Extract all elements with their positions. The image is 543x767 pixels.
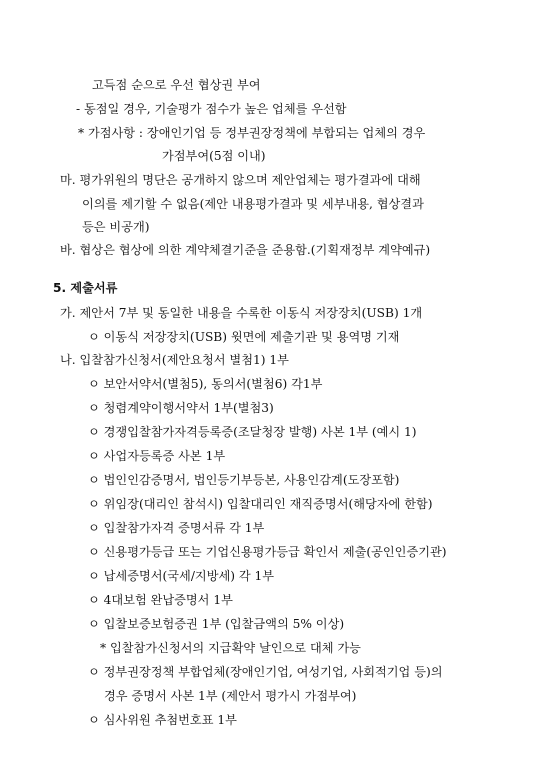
text-line: 고득점 순으로 우선 협상권 부여 <box>92 78 261 92</box>
text-line: 마. 평가위원의 명단은 공개하지 않으며 제안업체는 평가결과에 대해 <box>60 173 421 187</box>
text-line: 경우 증명서 사본 1부 (제안서 평가시 가점부여) <box>104 689 357 703</box>
list-item: ㅇ 청렴계약이행서약서 1부(별첨3) <box>88 401 274 415</box>
list-item: ㅇ 납세증명서(국세/지방세) 각 1부 <box>88 569 275 583</box>
list-item: ㅇ 위임장(대리인 참석시) 입찰대리인 재직증명서(해당자에 한함) <box>88 497 433 511</box>
list-item: ㅇ 입찰보증보험증권 1부 (입찰금액의 5% 이상) <box>88 617 345 631</box>
note-line: * 입찰참가신청서의 지급확약 날인으로 대체 가능 <box>100 641 361 655</box>
section-title: 5. 제출서류 <box>53 281 118 295</box>
list-item: ㅇ 경쟁입찰참가자격등록증(조달청장 발행) 사본 1부 (예시 1) <box>88 425 417 439</box>
text-line: 등은 비공개) <box>82 220 150 234</box>
list-item: ㅇ 사업자등록증 사본 1부 <box>88 449 226 463</box>
text-line: 나. 입찰참가신청서(제안요청서 별첨1) 1부 <box>60 353 289 367</box>
list-item: ㅇ 정부권장정책 부합업체(장애인기업, 여성기업, 사회적기업 등)의 <box>88 665 443 679</box>
list-item: ㅇ 이동식 저장장치(USB) 윗면에 제출기관 및 용역명 기재 <box>88 330 400 344</box>
list-item: ㅇ 신용평가등급 또는 기업신용평가등급 확인서 제출(공인인증기관) <box>88 545 447 559</box>
text-line: 이의를 제기할 수 없음(제안 내용평가결과 및 세부내용, 협상결과 <box>82 197 424 211</box>
text-line: * 가점사항 : 장애인기업 등 정부권장정책에 부합되는 업체의 경우 <box>78 126 426 140</box>
text-line: 가점부여(5점 이내) <box>162 149 266 163</box>
list-item: ㅇ 심사위원 추첨번호표 1부 <box>88 713 237 727</box>
text-line: 바. 협상은 협상에 의한 계약체결기준을 준용함.(기획재정부 계약예규) <box>60 243 431 257</box>
list-item: ㅇ 법인인감증명서, 법인등기부등본, 사용인감계(도장포함) <box>88 473 400 487</box>
list-item: ㅇ 4대보험 완납증명서 1부 <box>88 593 233 607</box>
list-item: ㅇ 입찰참가자격 증명서류 각 1부 <box>88 521 265 535</box>
list-item: ㅇ 보안서약서(별첨5), 동의서(별첨6) 각1부 <box>88 377 323 391</box>
text-line: 가. 제안서 7부 및 동일한 내용을 수록한 이동식 저장장치(USB) 1개 <box>60 306 423 320</box>
text-line: - 동점일 경우, 기술평가 점수가 높은 업체를 우선함 <box>76 102 347 116</box>
